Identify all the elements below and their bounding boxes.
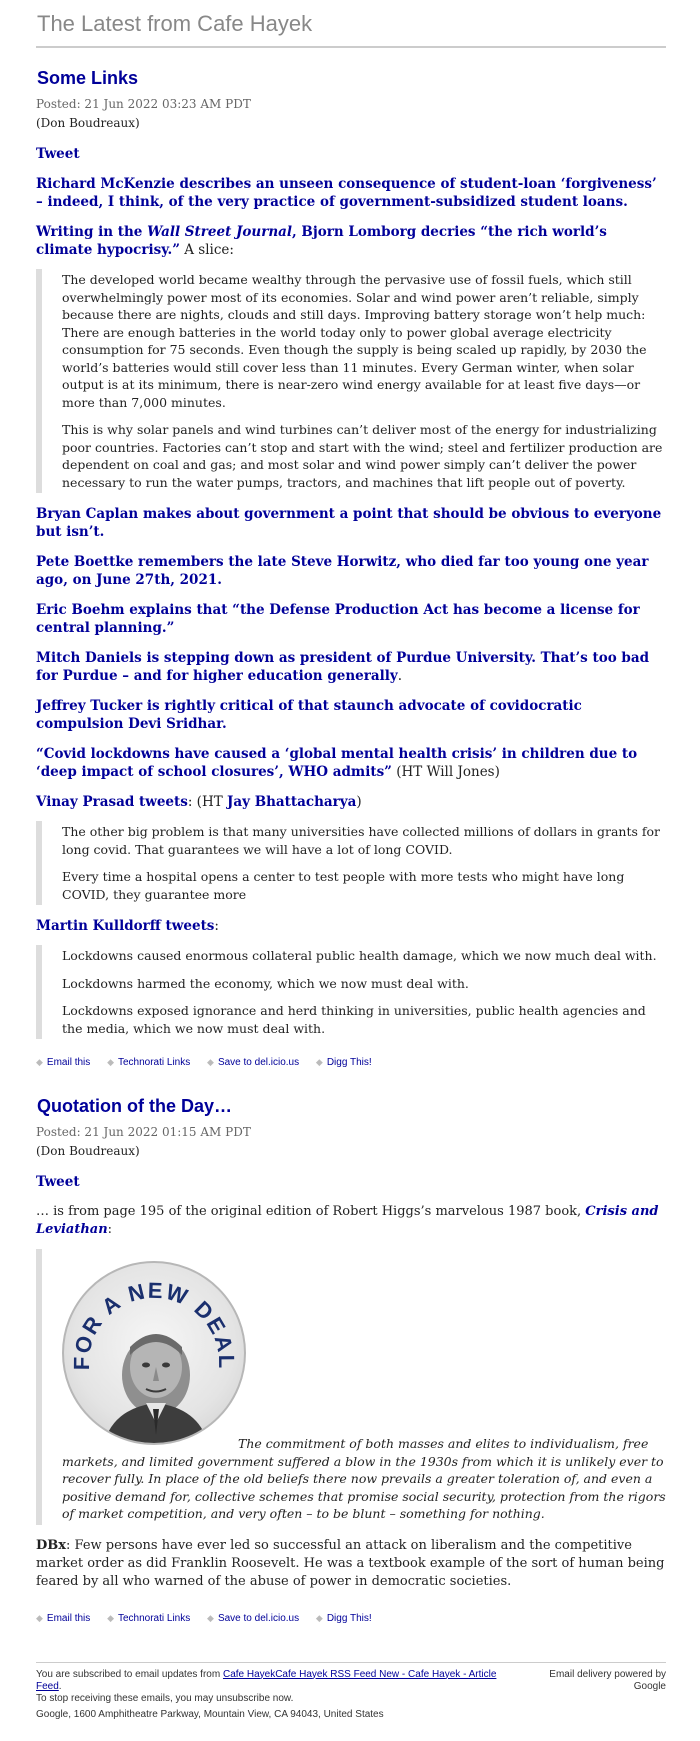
diamond-icon: ◆ — [207, 1612, 214, 1623]
technorati-link[interactable]: Technorati Links — [117, 1057, 191, 1068]
link-lomborg-after: A slice: — [179, 242, 234, 258]
link-boehm-anchor[interactable]: Eric Boehm explains that “the Defense Production Act has become a license for central planning.” — [36, 602, 640, 636]
link-prasad-mid: : (HT — [187, 794, 228, 810]
post-author: (Don Boudreaux) — [36, 1144, 140, 1158]
post-quotation — [36, 1094, 666, 1626]
post-date: Posted: 21 Jun 2022 01:15 AM PDT — [36, 1125, 251, 1139]
link-daniels — [36, 649, 666, 685]
powered-by-google: Email delivery powered by Google — [549, 1668, 666, 1692]
quote-paragraph: Lockdowns caused enormous collateral public health damage, which we now much deal with. — [62, 948, 657, 963]
link-tucker — [36, 697, 666, 733]
subscription-footer — [36, 1669, 666, 1721]
link-kulldorff-anchor[interactable]: Martin Kulldorff tweets — [36, 918, 215, 934]
diamond-icon: ◆ — [315, 1057, 323, 1067]
subscription-pre: You are subscribed to email updates from — [36, 1668, 223, 1680]
share-digg[interactable] — [316, 1057, 372, 1068]
digg-link[interactable]: Digg This! — [326, 1057, 372, 1068]
site-title: The Latest from Cafe Hayek — [37, 11, 313, 36]
post-some-links — [36, 66, 666, 1070]
share-delicious[interactable] — [207, 1613, 299, 1624]
share-technorati[interactable] — [107, 1613, 190, 1624]
quote-intro-pre: … is from page 195 of the original edition of Robert Higgs’s marvelous 1987 book, — [36, 1204, 586, 1219]
post-title[interactable] — [37, 1094, 666, 1118]
share-digg[interactable] — [316, 1613, 372, 1624]
link-kulldorff — [36, 917, 666, 935]
post-date: Posted: 21 Jun 2022 03:23 AM PDT — [36, 97, 251, 111]
button-lettering: FOR A NEW DEAL — [68, 1277, 240, 1371]
link-lomborg — [36, 223, 666, 259]
diamond-icon: ◆ — [36, 1612, 43, 1623]
quote-paragraph: Lockdowns exposed ignorance and herd thinking in universities, public health agencies and the media, which we now must deal with. — [62, 1003, 646, 1036]
link-who-after: (HT Will Jones) — [391, 764, 500, 780]
link-who-anchor[interactable]: “Covid lockdowns have caused a ‘global mental health crisis’ in children due to ‘deep impact of school closures’, WHO admits” — [36, 746, 638, 780]
new-deal-button-image — [62, 1261, 246, 1445]
post-title-link[interactable]: Quotation of the Day… — [37, 1096, 232, 1116]
quote-paragraph: The developed world became wealthy through the pervasive use of fossil fuels, which still overwhelmingly power most of its economies. Solar and wind power aren’t reliable, simply because there are nights, clouds and still days. Improving battery storage won’t help much: There are enough batteries in the world today only to power global average electricity consumption for 75 seconds. Even though the supply is being scaled up rapidly, by 2030 the world’s batteries would still cover less than 11 minutes. Every German winter, when solar output is at its minimum, there is near-zero wind energy available for at least five days—or more than 7,000 minutes. — [62, 272, 647, 410]
quote-intro-post: : — [107, 1222, 113, 1237]
link-bhattacharya-anchor[interactable]: Jay Bhattacharya — [227, 794, 357, 810]
tweet-link[interactable] — [36, 145, 666, 163]
diamond-icon: ◆ — [36, 1057, 43, 1067]
tweet-link[interactable] — [36, 1173, 666, 1191]
quote-kulldorff — [36, 945, 666, 1039]
unsubscribe-text[interactable]: To stop receiving these emails, you may unsubscribe now. — [36, 1692, 294, 1704]
quote-paragraph: Every time a hospital opens a center to test people with more tests who might have long COVID, they guarantee more — [62, 869, 625, 902]
share-technorati[interactable] — [107, 1057, 190, 1068]
quote-intro — [36, 1203, 666, 1239]
post-title-link[interactable]: Some Links — [37, 68, 139, 88]
dbx-comment — [36, 1537, 666, 1591]
digg-link[interactable]: Digg This! — [326, 1612, 372, 1624]
post-author: (Don Boudreaux) — [36, 116, 140, 130]
quote-higgs — [36, 1249, 666, 1525]
subscription-info — [36, 1669, 506, 1693]
delicious-link[interactable]: Save to del.icio.us — [217, 1612, 300, 1624]
link-prasad-end: ) — [356, 794, 362, 810]
link-mckenzie-anchor[interactable]: Richard McKenzie describes an unseen consequence of student-loan ‘forgiveness’ – indeed, I think, of the very practice of government-subsidized student loans. — [36, 176, 657, 210]
link-daniels-after: . — [397, 668, 403, 684]
share-email[interactable] — [36, 1613, 90, 1624]
link-daniels-anchor[interactable]: Mitch Daniels is stepping down as president of Purdue University. That’s too bad for Purdue – and for higher education generally — [36, 650, 650, 684]
link-boettke-anchor[interactable]: Pete Boettke remembers the late Steve Horwitz, who died far too young one year ago, on June 27th, 2021. — [36, 554, 649, 588]
link-kulldorff-after: : — [214, 918, 219, 934]
post-title[interactable] — [37, 66, 666, 90]
share-delicious[interactable] — [207, 1057, 299, 1068]
tweet-link-text[interactable]: Tweet — [36, 146, 80, 162]
link-who — [36, 745, 666, 781]
link-lomborg-pre: Writing in the — [36, 224, 148, 240]
dbx-label: DBx — [36, 1537, 67, 1553]
diamond-icon: ◆ — [315, 1612, 323, 1623]
fdr-portrait-icon — [64, 1263, 244, 1443]
diamond-icon: ◆ — [107, 1057, 114, 1067]
feed-link[interactable]: Cafe HayekCafe Hayek RSS Feed New - Cafe Hayek - Article Feed — [36, 1668, 497, 1692]
link-boehm — [36, 601, 666, 637]
link-mckenzie — [36, 175, 666, 211]
share-email[interactable] — [36, 1057, 90, 1068]
delicious-link[interactable]: Save to del.icio.us — [217, 1057, 300, 1068]
link-lomborg-anchor[interactable] — [36, 224, 607, 258]
link-lomborg-em: Wall Street Journal — [147, 224, 293, 240]
book-link[interactable]: Crisis and Leviathan — [36, 1204, 659, 1237]
technorati-link[interactable]: Technorati Links — [117, 1612, 191, 1624]
quote-paragraph: Lockdowns harmed the economy, which we now must deal with. — [62, 975, 469, 991]
email-this-link[interactable]: Email this — [46, 1612, 91, 1624]
post-share-links — [36, 1055, 666, 1070]
email-container — [36, 10, 666, 1721]
quote-paragraph: The other big problem is that many universities have collected millions of dollars in grants for long covid. That guarantees we will have a lot of long COVID. — [62, 824, 661, 857]
quote-prasad — [36, 821, 666, 905]
subscription-divider — [36, 1662, 666, 1663]
email-this-link[interactable]: Email this — [46, 1057, 91, 1068]
link-caplan-anchor[interactable]: Bryan Caplan makes about government a point that should be obvious to everyone but isn’t. — [36, 506, 662, 540]
link-boettke — [36, 553, 666, 589]
link-prasad-anchor[interactable]: Vinay Prasad tweets — [36, 794, 188, 810]
subscription-post: . — [58, 1680, 62, 1692]
quote-lomborg — [36, 269, 666, 493]
diamond-icon: ◆ — [207, 1057, 214, 1067]
quote-paragraph: This is why solar panels and wind turbines can’t deliver most of the energy for industrializing poor countries. Factories can’t stop and start with the wind; steel and fertilizer production are dependent on coal and gas; and most solar and wind power simply can’t deliver the power necessary to run the water pumps, tractors, and machines that lift people out of poverty. — [62, 422, 663, 490]
link-caplan — [36, 505, 666, 541]
link-prasad — [36, 793, 666, 811]
tweet-link-text[interactable]: Tweet — [36, 1174, 80, 1190]
post-share-links — [36, 1611, 666, 1626]
google-address: Google, 1600 Amphitheatre Parkway, Mountain View, CA 94043, United States — [36, 1708, 384, 1720]
link-tucker-anchor[interactable]: Jeffrey Tucker is rightly critical of that staunch advocate of covidocratic compulsion Devi Sridhar. — [36, 698, 582, 732]
link-lomborg-post: , Bjorn Lomborg decries “the rich world’s climate hypocrisy.” — [36, 224, 607, 258]
diamond-icon: ◆ — [107, 1612, 114, 1623]
dbx-text: : Few persons have ever led so successful an attack on liberalism and the competitive market order as did Franklin Roosevelt. He was a textbook example of the sort of human being feared by all who warned of the abuse of power in democratic societies. — [36, 1537, 665, 1589]
title-divider — [36, 46, 666, 48]
higgs-quote-text: The commitment of both masses and elites to individualism, free markets, and limited government suffered a blow in the 1930s from which it is unlikely ever to recover fully. In place of the old beliefs there now prevails a greater toleration of, and even a positive demand for, collective schemes that promise social security, protection from the rigors of market competition, and very often – to be blunt – something for nothing. — [62, 1436, 666, 1521]
